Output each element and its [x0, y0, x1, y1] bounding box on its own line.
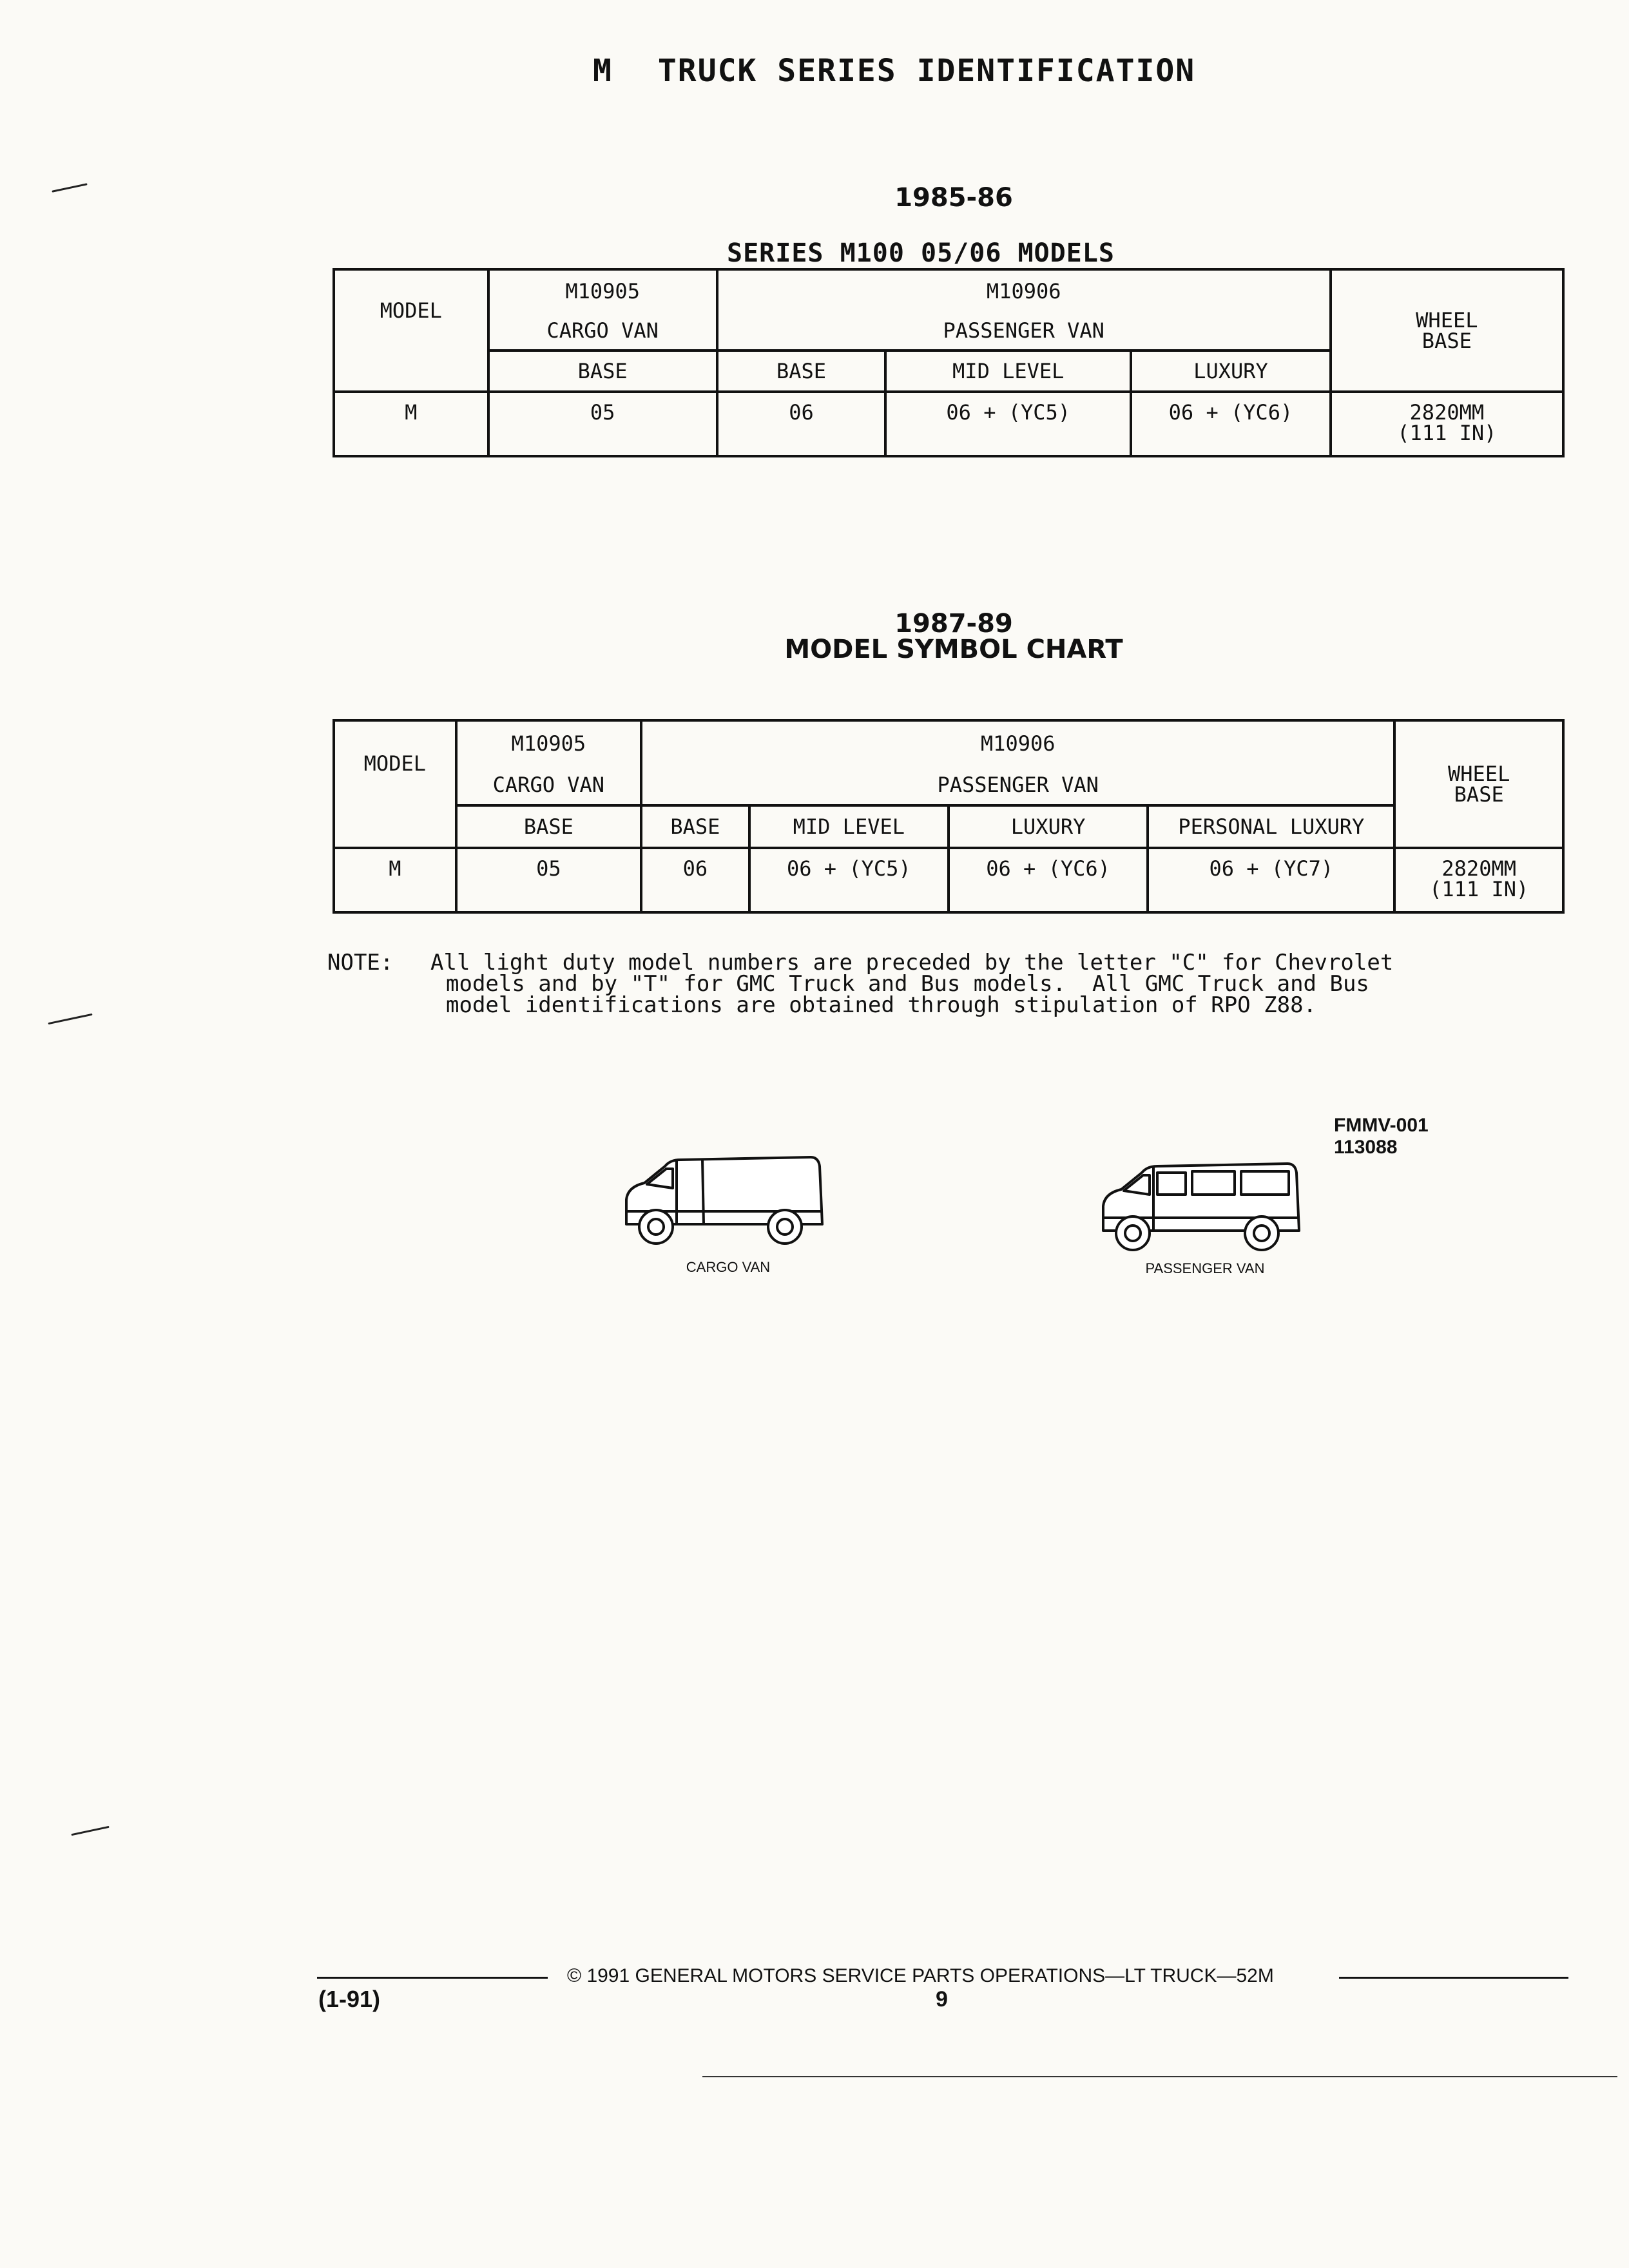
footer-copyright: © 1991 GENERAL MOTORS SERVICE PARTS OPERATIONS—LT TRUCK—52M — [567, 1965, 1274, 1986]
row-model: M — [334, 392, 488, 456]
section1-heading: SERIES M100 05/06 MODELS — [727, 238, 1115, 268]
passenger-code: M10906 — [717, 269, 1331, 312]
cargo-van-caption: CARGO VAN — [686, 1259, 771, 1275]
footer-rule-right — [1339, 1977, 1568, 1979]
figure-code-2: 113088 — [1334, 1137, 1398, 1158]
wheel-base-header: WHEEL BASE — [1331, 269, 1563, 392]
margin-mark — [71, 1826, 109, 1836]
page-title — [593, 53, 1195, 89]
row-cargo-base: 05 — [488, 392, 717, 456]
sub-luxury: LUXURY — [949, 805, 1148, 848]
model-header-spacer — [334, 805, 456, 848]
sub-cargo-base: BASE — [456, 805, 641, 848]
row-luxury: 06 + (YC6) — [1131, 392, 1330, 456]
row-cargo-base: 05 — [456, 848, 641, 912]
row-mid-level: 06 + (YC5) — [749, 848, 949, 912]
note-line-1: All light duty model numbers are preceded by the letter "C" for Chevrolet — [430, 950, 1394, 975]
passenger-van-caption: PASSENGER VAN — [1145, 1260, 1265, 1276]
margin-mark — [48, 1014, 92, 1024]
note-line-3: model identifications are obtained through stipulation of RPO Z88. — [446, 992, 1317, 1018]
footer-revision: (1-91) — [318, 1986, 381, 2012]
sub-mid-level: MID LEVEL — [885, 351, 1131, 392]
row-personal-luxury: 06 + (YC7) — [1148, 848, 1394, 912]
cargo-code: M10905 — [456, 720, 641, 765]
passenger-name: PASSENGER VAN — [641, 765, 1394, 805]
row-pass-base: 06 — [641, 848, 749, 912]
wheel-value-mm: 2820MM — [1441, 856, 1516, 881]
cargo-name: CARGO VAN — [488, 312, 717, 351]
cargo-code: M10905 — [488, 269, 717, 312]
sub-personal-luxury: PERSONAL LUXURY — [1148, 805, 1394, 848]
model-header: MODEL — [334, 269, 488, 351]
row-wheel-base — [1331, 392, 1563, 456]
row-model: M — [334, 848, 456, 912]
row-wheel-base — [1394, 848, 1563, 912]
sub-pass-base: BASE — [641, 805, 749, 848]
sub-mid-level: MID LEVEL — [749, 805, 949, 848]
sub-cargo-base: BASE — [488, 351, 717, 392]
bottom-scan-line — [702, 2076, 1617, 2077]
wheel-value-mm: 2820MM — [1409, 400, 1485, 425]
wheel-value-in: (111 IN) — [1429, 877, 1529, 901]
footer-rule-left — [317, 1977, 548, 1979]
section1-year: 1985-86 — [894, 183, 1013, 213]
section2-year: 1987-89 — [894, 609, 1013, 639]
passenger-name: PASSENGER VAN — [717, 312, 1331, 351]
row-luxury: 06 + (YC6) — [949, 848, 1148, 912]
footer-page-number: 9 — [936, 1987, 948, 2012]
section2-heading: MODEL SYMBOL CHART — [784, 635, 1123, 664]
figure-code-1: FMMV-001 — [1334, 1115, 1429, 1136]
passenger-code: M10906 — [641, 720, 1394, 765]
series-m100-table — [333, 268, 1565, 457]
title-text: TRUCK SERIES IDENTIFICATION — [657, 53, 1196, 89]
passenger-van-illustration — [1095, 1153, 1308, 1256]
note-label: NOTE: — [327, 950, 394, 975]
sub-pass-base: BASE — [717, 351, 885, 392]
model-header-spacer — [334, 351, 488, 392]
wheel-value-in: (111 IN) — [1397, 421, 1497, 445]
cargo-name: CARGO VAN — [456, 765, 641, 805]
sub-luxury: LUXURY — [1131, 351, 1330, 392]
title-letter: M — [593, 53, 613, 89]
note-line-2: models and by "T" for GMC Truck and Bus models. All GMC Truck and Bus — [446, 971, 1369, 997]
model-symbol-table — [333, 719, 1565, 914]
cargo-van-illustration — [619, 1147, 831, 1250]
row-mid-level: 06 + (YC5) — [885, 392, 1131, 456]
model-header: MODEL — [334, 720, 456, 805]
margin-mark — [52, 183, 87, 193]
row-pass-base: 06 — [717, 392, 885, 456]
wheel-base-header: WHEEL BASE — [1394, 720, 1563, 848]
